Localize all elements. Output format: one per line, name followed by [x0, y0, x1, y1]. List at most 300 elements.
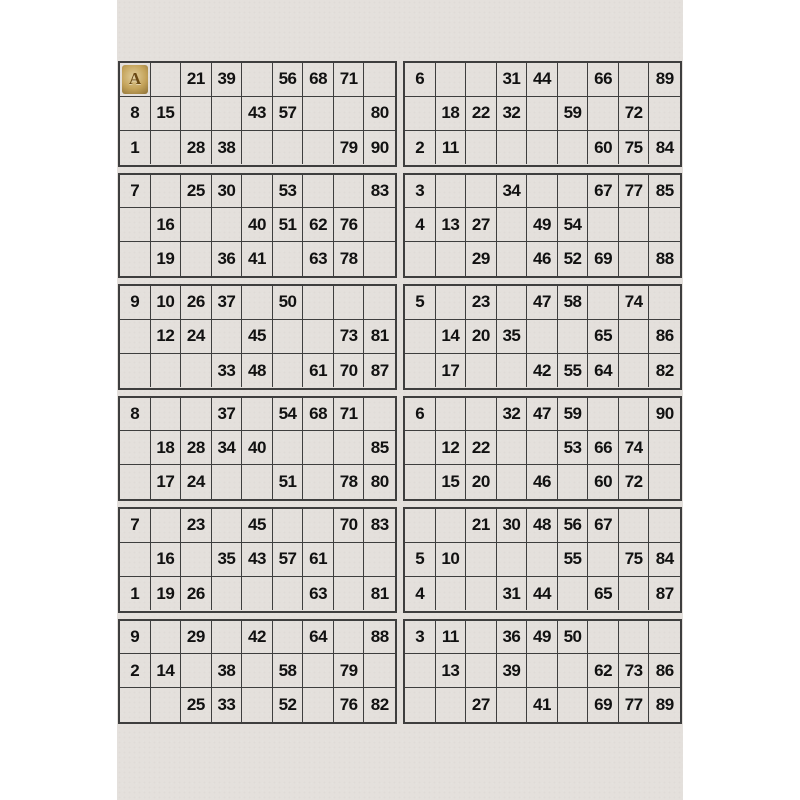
number-cell: 50 [273, 286, 304, 320]
number-cell: 10 [436, 543, 467, 577]
number-cell: 70 [334, 354, 365, 388]
empty-cell [619, 63, 650, 97]
number-cell: 7 [120, 175, 151, 209]
number-cell: 62 [588, 654, 619, 688]
number-cell: 64 [588, 354, 619, 388]
number-cell: 53 [558, 431, 589, 465]
empty-cell [436, 286, 467, 320]
number-cell: 42 [242, 621, 273, 655]
empty-cell [242, 286, 273, 320]
empty-cell [364, 543, 395, 577]
number-cell: 20 [466, 320, 497, 354]
number-cell: 10 [151, 286, 182, 320]
number-cell: 14 [151, 654, 182, 688]
number-cell: 45 [242, 320, 273, 354]
empty-cell [466, 131, 497, 165]
empty-cell [273, 577, 304, 611]
empty-cell [364, 242, 395, 276]
number-cell: 65 [588, 577, 619, 611]
empty-cell [497, 242, 528, 276]
number-cell: 19 [151, 242, 182, 276]
number-cell: 6 [405, 63, 436, 97]
empty-cell [588, 208, 619, 242]
empty-cell [466, 654, 497, 688]
number-cell: 2 [405, 131, 436, 165]
empty-cell [527, 97, 558, 131]
empty-cell [181, 654, 212, 688]
number-cell: 22 [466, 431, 497, 465]
empty-cell [558, 175, 589, 209]
empty-cell [527, 175, 558, 209]
number-cell: 2 [120, 654, 151, 688]
empty-cell [466, 63, 497, 97]
number-cell: 39 [212, 63, 243, 97]
number-cell: 77 [619, 175, 650, 209]
empty-cell [120, 688, 151, 722]
empty-cell [303, 431, 334, 465]
empty-cell [364, 654, 395, 688]
empty-cell [273, 509, 304, 543]
ticket [403, 396, 682, 502]
empty-cell [649, 621, 680, 655]
number-cell: 72 [619, 97, 650, 131]
empty-cell [334, 431, 365, 465]
empty-cell [497, 465, 528, 499]
empty-cell [212, 621, 243, 655]
number-cell: 74 [619, 286, 650, 320]
number-cell: 21 [466, 509, 497, 543]
number-cell: 68 [303, 63, 334, 97]
number-cell: 49 [527, 208, 558, 242]
empty-cell [405, 97, 436, 131]
number-cell: 60 [588, 131, 619, 165]
empty-cell [303, 286, 334, 320]
number-cell: 86 [649, 320, 680, 354]
number-cell: 31 [497, 63, 528, 97]
empty-cell [527, 654, 558, 688]
number-cell: 19 [151, 577, 182, 611]
empty-cell [405, 688, 436, 722]
number-cell: 36 [212, 242, 243, 276]
number-cell: 75 [619, 131, 650, 165]
empty-cell [619, 577, 650, 611]
empty-cell [334, 97, 365, 131]
empty-cell [619, 320, 650, 354]
number-cell: 71 [334, 398, 365, 432]
empty-cell [273, 242, 304, 276]
empty-cell [212, 465, 243, 499]
number-cell: 77 [619, 688, 650, 722]
empty-cell [497, 688, 528, 722]
number-cell: 46 [527, 242, 558, 276]
empty-cell [436, 242, 467, 276]
empty-cell [181, 97, 212, 131]
empty-cell [303, 465, 334, 499]
number-cell: 56 [558, 509, 589, 543]
empty-cell [273, 131, 304, 165]
empty-cell [649, 97, 680, 131]
number-cell: 88 [655, 249, 674, 269]
empty-cell [303, 320, 334, 354]
number-cell: 41 [527, 688, 558, 722]
empty-cell [497, 543, 528, 577]
empty-cell [619, 208, 650, 242]
number-cell: 33 [212, 354, 243, 388]
number-cell: 73 [619, 654, 650, 688]
number-cell: 68 [303, 398, 334, 432]
number-cell: 16 [151, 543, 182, 577]
number-cell: 17 [436, 354, 467, 388]
number-cell: 37 [212, 398, 243, 432]
number-cell: 49 [527, 621, 558, 655]
empty-cell [405, 431, 436, 465]
empty-cell [334, 175, 365, 209]
empty-cell [242, 131, 273, 165]
number-cell: 41 [242, 242, 273, 276]
number-cell: 48 [242, 354, 273, 388]
ticket [403, 173, 682, 279]
number-cell: 1 [120, 131, 151, 165]
number-cell: 81 [364, 320, 395, 354]
number-cell: 65 [588, 320, 619, 354]
empty-cell [120, 431, 151, 465]
number-cell: 76 [334, 688, 365, 722]
number-cell: 9 [120, 621, 151, 655]
empty-cell [303, 97, 334, 131]
number-cell: 54 [273, 398, 304, 432]
number-cell: 61 [303, 543, 334, 577]
empty-cell [151, 63, 182, 97]
tickets-grid [118, 61, 682, 724]
number-cell: 51 [273, 208, 304, 242]
number-cell: 30 [212, 175, 243, 209]
empty-cell [181, 208, 212, 242]
number-cell: 59 [558, 398, 589, 432]
number-cell: 63 [303, 242, 334, 276]
empty-cell [588, 286, 619, 320]
number-cell: 40 [242, 208, 273, 242]
empty-cell [466, 175, 497, 209]
number-cell: 21 [181, 63, 212, 97]
number-cell: 46 [527, 465, 558, 499]
number-cell: 82 [655, 360, 674, 380]
number-cell: 5 [405, 286, 436, 320]
number-cell: 58 [273, 654, 304, 688]
empty-cell [436, 688, 467, 722]
empty-cell [558, 654, 589, 688]
number-cell: 47 [527, 398, 558, 432]
number-cell: 38 [212, 131, 243, 165]
number-cell: 9 [120, 286, 151, 320]
number-cell: 55 [558, 543, 589, 577]
number-cell: 3 [405, 621, 436, 655]
number-cell: 79 [334, 654, 365, 688]
number-cell: 29 [466, 242, 497, 276]
empty-cell [151, 354, 182, 388]
number-cell: 32 [497, 398, 528, 432]
empty-cell [558, 320, 589, 354]
number-cell: 35 [212, 543, 243, 577]
empty-cell [212, 577, 243, 611]
number-cell: 89 [649, 63, 680, 97]
number-cell: 45 [242, 509, 273, 543]
number-cell: 35 [497, 320, 528, 354]
empty-cell [273, 621, 304, 655]
empty-cell [558, 465, 589, 499]
empty-cell [151, 175, 182, 209]
empty-cell [466, 398, 497, 432]
empty-cell [120, 242, 151, 276]
empty-cell [558, 577, 589, 611]
number-cell: 52 [273, 688, 304, 722]
empty-cell [120, 354, 151, 388]
number-cell: 78 [334, 465, 365, 499]
empty-cell [497, 131, 528, 165]
empty-cell [242, 465, 273, 499]
number-cell: 87 [370, 360, 389, 380]
empty-cell [588, 543, 619, 577]
empty-cell [619, 242, 650, 276]
number-cell: 43 [242, 543, 273, 577]
number-cell: 90 [649, 398, 680, 432]
empty-cell [405, 242, 436, 276]
number-cell: 6 [405, 398, 436, 432]
number-cell: 86 [649, 654, 680, 688]
empty-cell [619, 621, 650, 655]
number-cell: 43 [242, 97, 273, 131]
number-cell: 47 [527, 286, 558, 320]
ticket [118, 173, 397, 279]
number-cell: 12 [436, 431, 467, 465]
number-cell: 87 [655, 583, 674, 603]
empty-cell [619, 398, 650, 432]
number-cell: 24 [181, 320, 212, 354]
number-cell: 85 [364, 431, 395, 465]
empty-cell [364, 208, 395, 242]
empty-cell [466, 577, 497, 611]
number-cell: 14 [436, 320, 467, 354]
empty-cell [649, 509, 680, 543]
number-cell: 8 [120, 97, 151, 131]
number-cell: 81 [370, 583, 389, 603]
number-cell: 84 [655, 137, 674, 157]
ticket [403, 61, 682, 167]
number-cell: 29 [181, 621, 212, 655]
number-cell: 13 [436, 208, 467, 242]
empty-cell [242, 175, 273, 209]
empty-cell [649, 465, 680, 499]
number-cell: 63 [303, 577, 334, 611]
number-cell: 76 [334, 208, 365, 242]
empty-cell [242, 63, 273, 97]
ticket [118, 507, 397, 613]
number-cell: 42 [527, 354, 558, 388]
empty-cell [558, 688, 589, 722]
number-cell: 60 [588, 465, 619, 499]
number-cell: 80 [370, 472, 389, 492]
number-cell: 38 [212, 654, 243, 688]
number-cell: 58 [558, 286, 589, 320]
number-cell: 66 [588, 63, 619, 97]
ticket [118, 396, 397, 502]
number-cell: 1 [120, 577, 151, 611]
number-cell: 55 [558, 354, 589, 388]
empty-cell [151, 398, 182, 432]
empty-cell [405, 509, 436, 543]
empty-cell [466, 621, 497, 655]
empty-cell [588, 621, 619, 655]
number-cell: 11 [436, 131, 467, 165]
empty-cell [405, 320, 436, 354]
number-cell: 61 [303, 354, 334, 388]
empty-cell [120, 543, 151, 577]
number-cell: 84 [649, 543, 680, 577]
number-cell: 51 [273, 465, 304, 499]
number-cell: 34 [212, 431, 243, 465]
empty-cell [120, 320, 151, 354]
number-cell: 83 [364, 175, 395, 209]
empty-cell [405, 354, 436, 388]
ticket [403, 619, 682, 725]
number-cell: 11 [436, 621, 467, 655]
empty-cell [436, 577, 467, 611]
number-cell: 70 [334, 509, 365, 543]
empty-cell [181, 242, 212, 276]
number-cell: 33 [212, 688, 243, 722]
empty-cell [120, 208, 151, 242]
number-cell: 34 [497, 175, 528, 209]
ticket [403, 507, 682, 613]
ticket [118, 284, 397, 390]
number-cell: 69 [588, 242, 619, 276]
number-cell: 48 [527, 509, 558, 543]
empty-cell [364, 398, 395, 432]
number-cell: 69 [588, 688, 619, 722]
number-cell: 15 [436, 465, 467, 499]
number-cell: 44 [527, 577, 558, 611]
empty-cell [497, 208, 528, 242]
empty-cell [588, 97, 619, 131]
empty-cell [303, 175, 334, 209]
empty-cell [364, 286, 395, 320]
empty-cell [303, 654, 334, 688]
number-cell: 82 [370, 695, 389, 715]
empty-cell [649, 286, 680, 320]
empty-cell [364, 63, 395, 97]
number-cell: 75 [619, 543, 650, 577]
number-cell: 57 [273, 97, 304, 131]
number-cell: 40 [242, 431, 273, 465]
empty-cell [120, 63, 151, 97]
number-cell: 8 [120, 398, 151, 432]
empty-cell [242, 654, 273, 688]
empty-cell [619, 354, 650, 388]
number-cell: 28 [181, 131, 212, 165]
empty-cell [436, 509, 467, 543]
empty-cell [273, 320, 304, 354]
empty-cell [436, 175, 467, 209]
number-cell: 72 [619, 465, 650, 499]
empty-cell [334, 577, 365, 611]
ticket [403, 284, 682, 390]
empty-cell [466, 543, 497, 577]
empty-cell [527, 543, 558, 577]
number-cell: 25 [181, 175, 212, 209]
number-cell: 44 [527, 63, 558, 97]
number-cell: 67 [588, 509, 619, 543]
number-cell: 57 [273, 543, 304, 577]
number-cell: 32 [497, 97, 528, 131]
empty-cell [212, 208, 243, 242]
empty-cell [334, 621, 365, 655]
empty-cell [181, 543, 212, 577]
number-cell: 67 [588, 175, 619, 209]
empty-cell [436, 398, 467, 432]
empty-cell [212, 509, 243, 543]
empty-cell [151, 621, 182, 655]
empty-cell [649, 208, 680, 242]
number-cell: 52 [558, 242, 589, 276]
number-cell: 90 [370, 137, 389, 157]
number-cell: 80 [364, 97, 395, 131]
number-cell: 83 [364, 509, 395, 543]
number-cell: 16 [151, 208, 182, 242]
ticket [118, 61, 397, 167]
empty-cell [303, 688, 334, 722]
empty-cell [212, 320, 243, 354]
empty-cell [619, 509, 650, 543]
number-cell: 30 [497, 509, 528, 543]
empty-cell [120, 465, 151, 499]
empty-cell [273, 354, 304, 388]
number-cell: 73 [334, 320, 365, 354]
number-cell: 78 [334, 242, 365, 276]
empty-cell [558, 131, 589, 165]
empty-cell [527, 131, 558, 165]
empty-cell [151, 688, 182, 722]
number-cell: 18 [151, 431, 182, 465]
empty-cell [497, 431, 528, 465]
number-cell: 50 [558, 621, 589, 655]
empty-cell [497, 286, 528, 320]
series-badge: A [122, 65, 148, 94]
number-cell: 31 [497, 577, 528, 611]
number-cell: 36 [497, 621, 528, 655]
empty-cell [436, 63, 467, 97]
empty-cell [181, 354, 212, 388]
empty-cell [181, 398, 212, 432]
number-cell: 4 [405, 208, 436, 242]
number-cell: 13 [436, 654, 467, 688]
empty-cell [405, 465, 436, 499]
number-cell: 4 [405, 577, 436, 611]
number-cell: 27 [466, 208, 497, 242]
number-cell: 5 [405, 543, 436, 577]
empty-cell [497, 354, 528, 388]
number-cell: 62 [303, 208, 334, 242]
number-cell: 24 [181, 465, 212, 499]
empty-cell [466, 354, 497, 388]
number-cell: 23 [466, 286, 497, 320]
number-cell: 89 [655, 695, 674, 715]
number-cell: 88 [364, 621, 395, 655]
empty-cell [527, 431, 558, 465]
empty-cell [242, 398, 273, 432]
number-cell: 26 [181, 577, 212, 611]
empty-cell [405, 654, 436, 688]
number-cell: 3 [405, 175, 436, 209]
number-cell: 20 [466, 465, 497, 499]
